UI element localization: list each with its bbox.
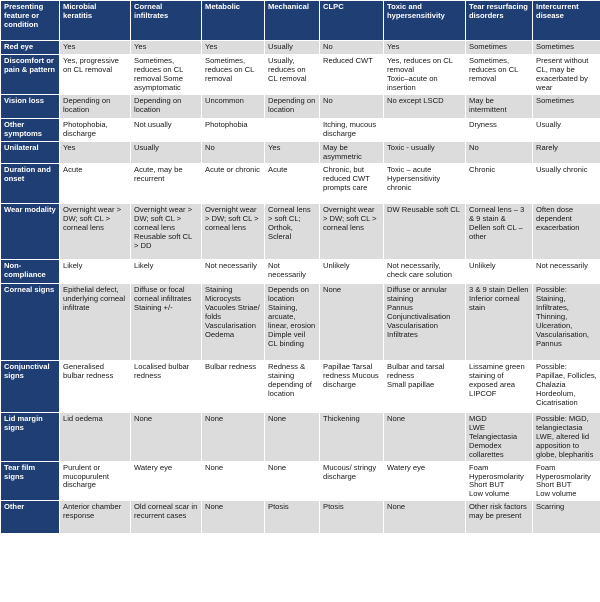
table-cell: Localised bulbar redness: [131, 360, 202, 412]
table-cell: Other risk factors may be present: [466, 501, 533, 534]
table-cell: Usually: [265, 41, 320, 55]
table-cell: Diffuse or focal corneal infiltrates Staining +/-: [131, 283, 202, 360]
row-header: Corneal signs: [1, 283, 60, 360]
row-header: Unilateral: [1, 141, 60, 163]
table-cell: [265, 118, 320, 141]
table-cell: Usually: [533, 118, 600, 141]
table-cell: Toxic - usually: [384, 141, 466, 163]
table-cell: Toxic – acute Hypersensitivity chronic: [384, 163, 466, 203]
table-cell: None: [202, 461, 265, 501]
row-header: Other: [1, 501, 60, 534]
table-cell: Thickening: [320, 412, 384, 461]
table-cell: Old corneal scar in recurrent cases: [131, 501, 202, 534]
table-cell: MGD LWE Telangiectasia Demodex collarettes: [466, 412, 533, 461]
table-cell: Overnight wear > DW; soft CL > corneal lens: [202, 203, 265, 259]
table-row: [1, 501, 600, 534]
table-cell: Watery eye: [131, 461, 202, 501]
table-cell: Epithelial defect, underlying corneal infiltrate: [60, 283, 131, 360]
table-cell: Depending on location: [60, 94, 131, 118]
table-cell: Redness & staining depending of location: [265, 360, 320, 412]
row-header: Wear modality: [1, 203, 60, 259]
table-cell: Acute, may be recurrent: [131, 163, 202, 203]
table-cell: No: [202, 141, 265, 163]
table-cell: None: [202, 412, 265, 461]
table-row: [1, 41, 600, 55]
table-cell: Staining Microcysts Vacuoles Striae/ folds Vascularisation Oedema: [202, 283, 265, 360]
table-cell: Lissamine green staining of exposed area LIPCOF: [466, 360, 533, 412]
row-header: Lid margin signs: [1, 412, 60, 461]
table-cell: Yes: [384, 41, 466, 55]
table-cell: Yes: [202, 41, 265, 55]
table-cell: [384, 118, 466, 141]
table-cell: Not necessarily: [202, 259, 265, 283]
table-cell: Not necessarily, check care solution: [384, 259, 466, 283]
table-cell: Bulbar and tarsal redness Small papillae: [384, 360, 466, 412]
table-row: [1, 55, 600, 95]
table-cell: Sometimes, reduces on CL removal: [466, 55, 533, 95]
table-cell: Diffuse or annular staining Pannus Conjunctivalisation Vascularisation Infiltrates: [384, 283, 466, 360]
column-header-feature: Presenting feature or condition: [1, 1, 60, 41]
table-body: [1, 41, 600, 534]
table-cell: Overnight wear > DW; soft CL > corneal lens Reusable soft CL > DD: [131, 203, 202, 259]
row-header: Conjunctival signs: [1, 360, 60, 412]
table-row: [1, 360, 600, 412]
table-cell: Ptosis: [320, 501, 384, 534]
table-cell: DW Reusable soft CL: [384, 203, 466, 259]
header-row: [1, 1, 600, 41]
table-cell: No except LSCD: [384, 94, 466, 118]
table-cell: Foam Hyperosmolarity Short BUT Low volume: [466, 461, 533, 501]
table-cell: Sometimes: [466, 41, 533, 55]
table-row: [1, 163, 600, 203]
table-cell: Unlikely: [320, 259, 384, 283]
table-cell: Photophobia, discharge: [60, 118, 131, 141]
table-cell: Sometimes: [533, 94, 600, 118]
table-cell: None: [320, 283, 384, 360]
column-header: CLPC: [320, 1, 384, 41]
table-row: [1, 461, 600, 501]
table-cell: Anterior chamber response: [60, 501, 131, 534]
row-header: Vision loss: [1, 94, 60, 118]
table-cell: May be asymmetric: [320, 141, 384, 163]
table-cell: No: [320, 41, 384, 55]
table-row: [1, 283, 600, 360]
table-cell: Likely: [131, 259, 202, 283]
table-cell: May be intermittent: [466, 94, 533, 118]
table-row: [1, 259, 600, 283]
column-header: Microbial keratitis: [60, 1, 131, 41]
column-header: Tear resurfacing disorders: [466, 1, 533, 41]
table-cell: Photophobia: [202, 118, 265, 141]
table-cell: Corneal lens – 3 & 9 stain & Dellen soft CL – other: [466, 203, 533, 259]
table-cell: Present without CL, may be exacerbated by wear: [533, 55, 600, 95]
table-cell: Yes: [131, 41, 202, 55]
table-cell: Sometimes: [533, 41, 600, 55]
row-header: Discomfort or pain & pattern: [1, 55, 60, 95]
table-cell: Yes: [60, 141, 131, 163]
table-cell: Chronic: [466, 163, 533, 203]
table-cell: Not necessarily: [533, 259, 600, 283]
column-header: Mechanical: [265, 1, 320, 41]
table-cell: Overnight wear > DW; soft CL > corneal lens: [320, 203, 384, 259]
table-cell: Scarring: [533, 501, 600, 534]
table-cell: Rarely: [533, 141, 600, 163]
table-cell: Depends on location Staining, arcuate, linear, erosion Dimple veil CL binding: [265, 283, 320, 360]
table-cell: Yes: [60, 41, 131, 55]
table-cell: Sometimes, reduces on CL removal Some asymptomatic: [131, 55, 202, 95]
table-cell: 3 & 9 stain Dellen Inferior corneal stain: [466, 283, 533, 360]
table-cell: Depending on location: [131, 94, 202, 118]
table-cell: No: [466, 141, 533, 163]
column-header: Intercurrent disease: [533, 1, 600, 41]
row-header: Tear film signs: [1, 461, 60, 501]
table-cell: Unlikely: [466, 259, 533, 283]
table-cell: Chronic, but reduced CWT prompts care: [320, 163, 384, 203]
table-cell: None: [265, 412, 320, 461]
table-cell: Yes, progressive on CL removal: [60, 55, 131, 95]
table-cell: Corneal lens > soft CL; Orthok, Scleral: [265, 203, 320, 259]
table-cell: Possible: Staining, Infiltrates, Thinning, Ulceration, Vascularisation, Pannus: [533, 283, 600, 360]
table-cell: None: [384, 501, 466, 534]
table-cell: Not usually: [131, 118, 202, 141]
table-cell: None: [265, 461, 320, 501]
table-cell: None: [384, 412, 466, 461]
table-cell: Possible: Papillae, Follicles, Chalazia Hordeolum, Cicatrisation: [533, 360, 600, 412]
table-cell: Acute: [265, 163, 320, 203]
column-header: Corneal infiltrates: [131, 1, 202, 41]
table-cell: Lid oedema: [60, 412, 131, 461]
table-cell: Bulbar redness: [202, 360, 265, 412]
row-header: Duration and onset: [1, 163, 60, 203]
table-cell: Foam Hyperosmolarity Short BUT Low volume: [533, 461, 600, 501]
table-cell: Often dose dependent exacerbation: [533, 203, 600, 259]
table-row: [1, 203, 600, 259]
table-cell: Yes: [265, 141, 320, 163]
table-cell: Mucous/ stringy discharge: [320, 461, 384, 501]
table-cell: Uncommon: [202, 94, 265, 118]
table-cell: Itching, mucous discharge: [320, 118, 384, 141]
table-cell: Generalised bulbar redness: [60, 360, 131, 412]
table-row: [1, 94, 600, 118]
table-cell: Usually chronic: [533, 163, 600, 203]
table-cell: Usually, reduces on CL removal: [265, 55, 320, 95]
table-cell: Ptosis: [265, 501, 320, 534]
table-cell: No: [320, 94, 384, 118]
table-cell: Dryness: [466, 118, 533, 141]
table-cell: Usually: [131, 141, 202, 163]
row-header: Non-compliance: [1, 259, 60, 283]
table-row: [1, 141, 600, 163]
table-cell: Sometimes, reduces on CL removal: [202, 55, 265, 95]
table-cell: Depending on location: [265, 94, 320, 118]
row-header: Red eye: [1, 41, 60, 55]
table-cell: Purulent or mucopurulent discharge: [60, 461, 131, 501]
table-cell: Possible: MGD, telangiectasia LWE, altered lid apposition to globe, blepharitis: [533, 412, 600, 461]
table-cell: Acute: [60, 163, 131, 203]
table-cell: None: [131, 412, 202, 461]
table-row: [1, 412, 600, 461]
table-cell: Not necessarily: [265, 259, 320, 283]
table-cell: Papillae Tarsal redness Mucous discharge: [320, 360, 384, 412]
column-header: Toxic and hypersensitivity: [384, 1, 466, 41]
table-cell: Watery eye: [384, 461, 466, 501]
table-row: [1, 118, 600, 141]
table-cell: None: [202, 501, 265, 534]
column-header: Metabolic: [202, 1, 265, 41]
table-cell: Reduced CWT: [320, 55, 384, 95]
table-cell: Yes, reduces on CL removal Toxic–acute on insertion: [384, 55, 466, 95]
table-cell: Overnight wear > DW; soft CL > corneal lens: [60, 203, 131, 259]
table-cell: Likely: [60, 259, 131, 283]
table-cell: Acute or chronic: [202, 163, 265, 203]
row-header: Other symptoms: [1, 118, 60, 141]
